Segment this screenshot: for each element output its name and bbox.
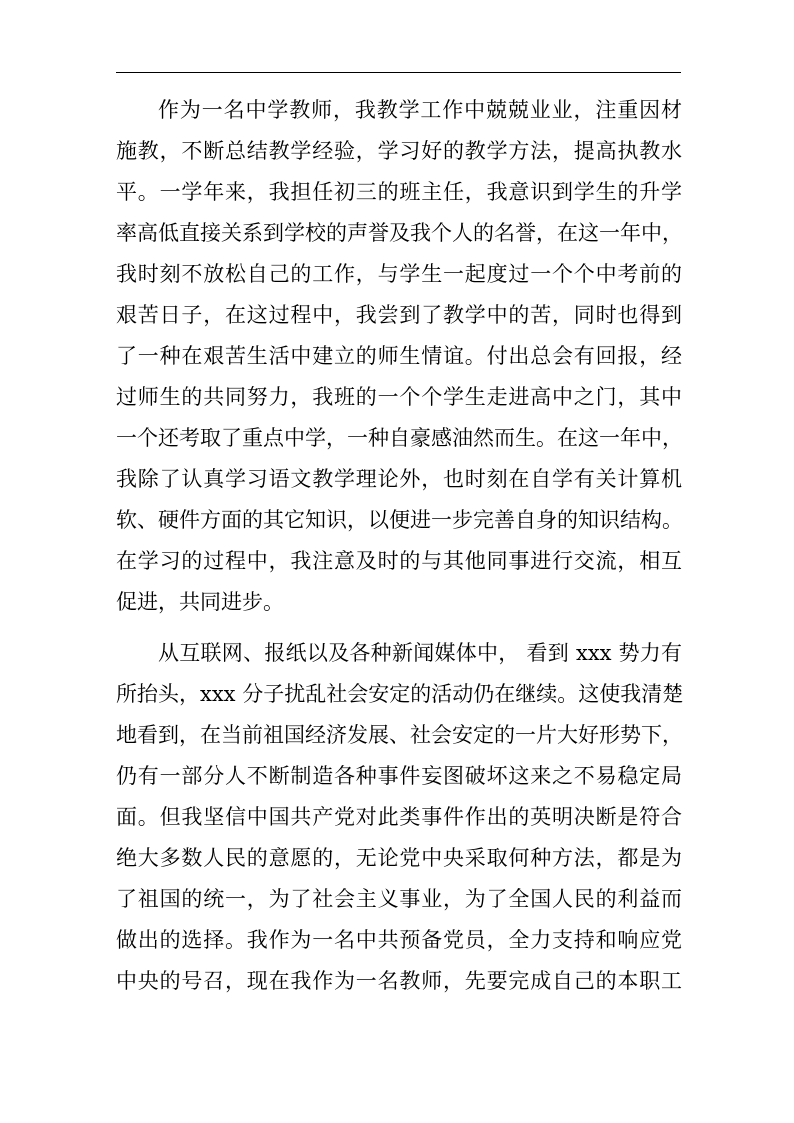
paragraph-2-line-3: 地看到，在当前祖国经济发展、社会安定的一片大好形势下，	[116, 723, 683, 747]
header-rule	[116, 72, 681, 73]
paragraph-1-line-6: 艰苦日子，在这过程中，我尝到了教学中的苦，同时也得到	[116, 303, 682, 327]
paragraph-1-line-2: 施教，不断总结教学经验，学习好的教学方法，提高执教水	[116, 139, 682, 163]
paragraph-1-line-12: 在学习的过程中，我注意及时的与其他同事进行交流，相互	[116, 549, 682, 573]
paragraph-1-line-1: 作为一名中学教师，我教学工作中兢兢业业，注重因材	[158, 98, 682, 122]
paragraph-1-line-3: 平。一学年来，我担任初三的班主任，我意识到学生的升学	[116, 180, 682, 204]
paragraph-1-line-5: 我时刻不放松自己的工作，与学生一起度过一个个中考前的	[116, 262, 682, 286]
paragraph-1-line-7: 了一种在艰苦生活中建立的师生情谊。付出总会有回报，经	[116, 344, 682, 368]
paragraph-1-line-9: 一个还考取了重点中学，一种自豪感油然而生。在这一年中，	[116, 426, 683, 450]
paragraph-1-line-8: 过师生的共同努力，我班的一个个学生走进高中之门，其中	[116, 385, 682, 409]
paragraph-2-line-5: 面。但我坚信中国共产党对此类事件作出的英明决断是符合	[116, 805, 682, 829]
paragraph-2-line-1: 从互联网、报纸以及各种新闻媒体中， 看到 xxx 势力有	[158, 641, 682, 665]
paragraph-1-line-10: 我除了认真学习语文教学理论外，也时刻在自学有关计算机	[116, 467, 682, 491]
paragraph-2-line-9: 中央的号召，现在我作为一名教师，先要完成自己的本职工	[116, 969, 682, 993]
paragraph-1-line-11: 软、硬件方面的其它知识，以便进一步完善自身的知识结构。	[116, 508, 683, 532]
paragraph-1-line-13: 促进，共同进步。	[116, 590, 284, 614]
paragraph-2-line-7: 了祖国的统一，为了社会主义事业，为了全国人民的利益而	[116, 887, 682, 911]
paragraph-2-line-8: 做出的选择。我作为一名中共预备党员，全力支持和响应党	[116, 928, 682, 952]
paragraph-1-line-4: 率高低直接关系到学校的声誉及我个人的名誉，在这一年中，	[116, 221, 683, 245]
paragraph-2-line-6: 绝大多数人民的意愿的，无论党中央采取何种方法，都是为	[116, 846, 682, 870]
paragraph-2-line-4: 仍有一部分人不断制造各种事件妄图破坏这来之不易稳定局	[116, 764, 682, 788]
paragraph-2-line-2: 所抬头，xxx 分子扰乱社会安定的活动仍在继续。这使我清楚	[116, 682, 684, 706]
